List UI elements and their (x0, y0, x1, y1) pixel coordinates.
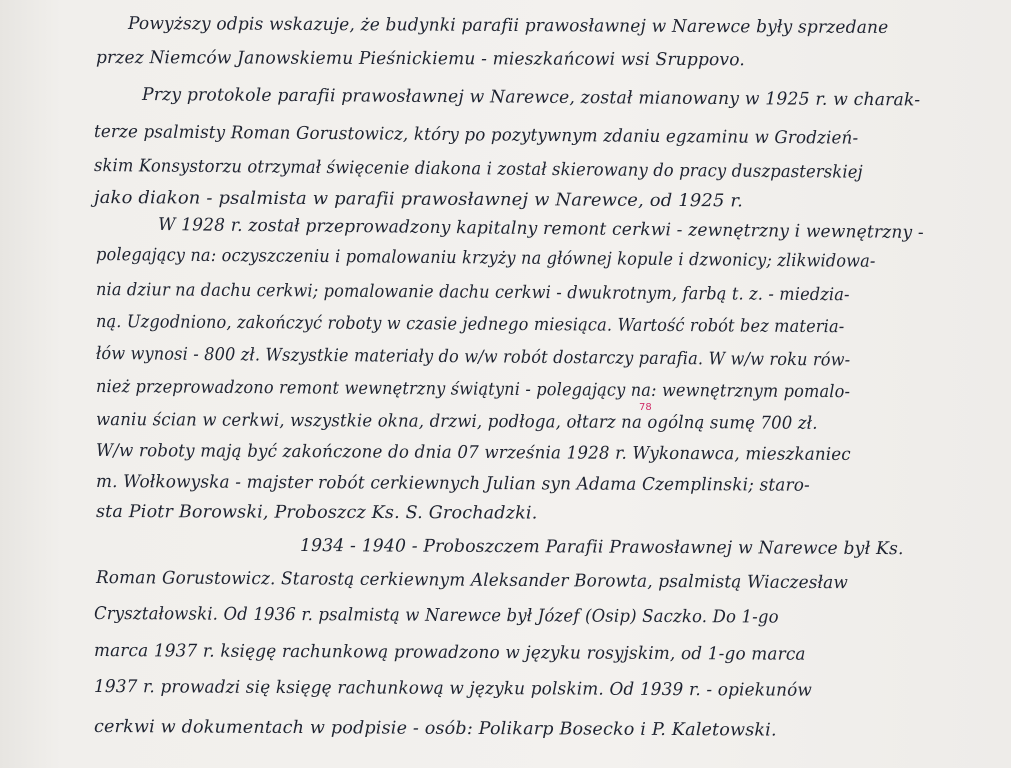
text-line-13: waniu ścian w cerkwi, wszystkie okna, drzwi, podłoga, ołtarz na ogólną sumę 700 zł. (95, 410, 818, 434)
text-line-1: Powyższy odpis wskazuje, że budynki parafii prawosławnej w Narewce były sprzedane (127, 14, 889, 38)
text-line-9: nia dziur na dachu cerkwi; pomalowanie dachu cerkwi - dwukrotnym, farbą t. z. - miedzia- (95, 280, 850, 306)
text-line-21: 1937 r. prowadzi się księgę rachunkową w języku polskim. Od 1939 r. - opiekunów (93, 677, 813, 701)
text-line-15: m. Wołkowyska - majster robót cerkiewnych Julian syn Adama Czemplinski; staro- (95, 472, 810, 496)
text-line-6: jako diakon - psalmista w parafii prawosławnej w Narewce, od 1925 r. (93, 188, 744, 212)
text-line-19: Cryształowski. Od 1936 r. psalmistą w Narewce był Józef (Osip) Saczko. Do 1-go (93, 604, 779, 628)
text-line-4: terze psalmisty Roman Gorustowicz, który po pozytywnym zdaniu egzaminu w Grodzień- (93, 122, 859, 149)
text-line-8: polegający na: oczyszczeniu i pomalowaniu krzyży na głównej kopule i dzwonicy; zlikwidowa- (95, 245, 876, 272)
text-line-7: W 1928 r. został przeprowadzony kapitalny remont cerkwi - zewnętrzny i wewnętrzny - (157, 215, 924, 244)
text-line-5: skim Konsystorzu otrzymał święcenie diakona i został skierowany do pracy duszpasterskiej (93, 156, 863, 183)
text-line-10: ną. Uzgodniono, zakończyć roboty w czasie jednego miesiąca. Wartość robót bez materia- (95, 312, 845, 338)
margin-mark: 78 (639, 402, 652, 413)
text-line-22: cerkwi w dokumentach w podpisie - osób: Polikarp Bosecko i P. Kaletowski. (93, 717, 777, 741)
text-line-11: łów wynosi - 800 zł. Wszystkie materiały do w/w robót dostarczy parafia. W w/w roku rów- (95, 344, 851, 371)
text-line-20: marca 1937 r. księgę rachunkową prowadzono w języku rosyjskim, od 1-go marca (93, 641, 806, 665)
text-line-3: Przy protokole parafii prawosławnej w Narewce, został mianowany w 1925 r. w charak- (141, 85, 921, 111)
text-line-2: przez Niemców Janowskiemu Pieśnickiemu - mieszkańcowi wsi Sruppovo. (95, 48, 745, 71)
text-line-18: Roman Gorustowicz. Starostą cerkiewnym Aleksander Borowta, psalmistą Wiaczesław (95, 568, 849, 594)
text-line-16: sta Piotr Borowski, Proboszcz Ks. S. Grochadzki. (95, 502, 538, 524)
text-line-12: nież przeprowadzono remont wewnętrzny świątyni - polegający na: wewnętrznym pomalo- (95, 377, 851, 403)
text-line-14: W/w roboty mają być zakończone do dnia 07 września 1928 r. Wykonawca, mieszkaniec (95, 441, 851, 465)
text-line-17: 1934 - 1940 - Proboszczem Parafii Prawosławnej w Narewce był Ks. (299, 536, 904, 560)
